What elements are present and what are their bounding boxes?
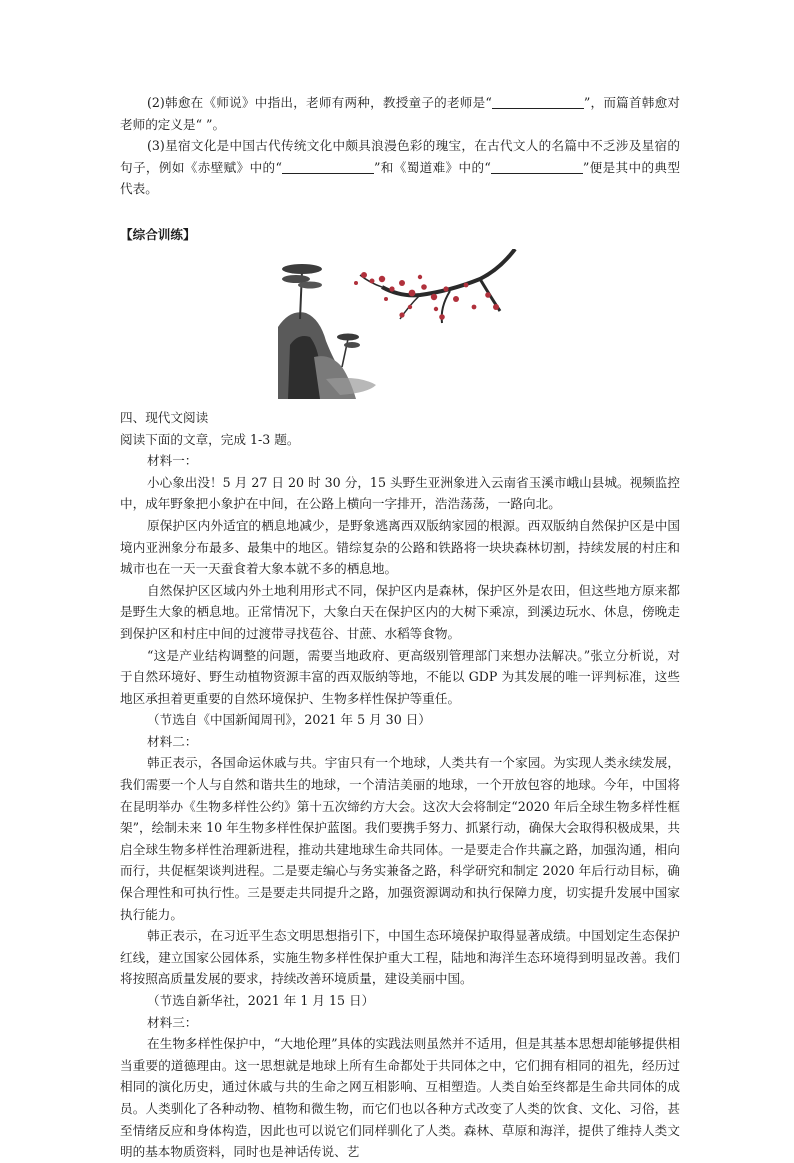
reading-instruction: 阅读下面的文章，完成 1-3 题。	[120, 431, 300, 447]
answer-blank	[492, 94, 584, 109]
material-1-paragraph-2: 原保护区内外适宜的栖息地减少，是野象逃离西双版纳家园的根源。西双版纳自然保护区是中国境内亚洲象分布最多、最集中的地区。错综复杂的公路和铁路将一块块森林切割，持续发展的村庄和城市也在一天一天蚕食着大象本就不多的栖息地。	[120, 517, 680, 577]
section-heading: 【综合训练】	[120, 226, 196, 242]
plum-blossom-branch-icon	[354, 249, 515, 323]
question-3: (3)星宿文化是中国古代传统文化中颇具浪漫色彩的瑰宝，在古代文人的名篇中不乏涉及星宿的句子，例如《赤壁赋》中的“ ”和《蜀道难》中的“ ”便是其中的典型代表。	[120, 138, 680, 197]
material-2-paragraph-2: 韩正表示，在习近平生态文明思想指引下，中国生态环境保护取得显著成绩。中国划定生态保护红线，建立国家公园体系，实施生物多样性保护重大工程，陆地和海洋生态环境得到明显改善。我们将按照高质量发展的要求，持续改善环境质量，建设美丽中国。	[120, 928, 680, 987]
material-2-paragraph-1: 韩正表示，各国命运休戚与共。宇宙只有一个地球，人类共有一个家园。为实现人类永续发展，我们需要一个人与自然和谐共生的地球，一个清洁美丽的地球，一个开放包容的地球。今年，中国将在昆明举办《生物多样性公约》第十五次缔约方大会。这次大会将制定“2020 年后全球生物多样性框架”，绘制未来 10 年生物多样性保护蓝图。我们要携手努力、抓紧行动，确保大会取得积极成果，共启全球生物多样性治理新进程，推动共建地球生命共同体。一是要走合作共赢之路，加强沟通，相向而行，共促框架谈判进程。二是要走编心与务实兼备之路，科学研究和制定 2020 年后行动目标，确保合理性和可执行性。三是要走共同提升之路，加强资源调动和执行保障力度，切实提升发展中国家执行能力。	[120, 755, 680, 922]
material-1-paragraph-1: 小心象出没！5 月 27 日 20 时 30 分，15 头野生亚洲象进入云南省玉溪市峨山县城。视频监控中，成年野象把小象护在中间，在公路上横向一字排开，浩浩荡荡，一路向北。	[120, 474, 680, 512]
ink-painting-illustration	[120, 249, 680, 399]
ink-landscape-and-plum-blossom-image	[120, 249, 680, 399]
answer-blank	[282, 159, 374, 174]
document-page	[120, 92, 680, 1163]
material-1-label: 材料一：	[147, 453, 198, 469]
material-2-label: 材料二：	[147, 733, 198, 749]
material-2-source: （节选自新华社，2021 年 1 月 15 日）	[147, 993, 375, 1008]
material-1-paragraph-3: 自然保护区区域内外土地利用形式不同，保护区内是森林，保护区外是农田，但这些地方原来都是野生大象的栖息地。正常情况下，大象白天在保护区内的大树下乘凉，到溪边玩水、休息，傍晚走到保护区和村庄中间的过渡带寻找苞谷、甘蔗、水稻等食物。	[120, 582, 680, 641]
material-3-paragraph-1: 在生物多样性保护中，“大地伦理”具体的实践法则虽然并不适用，但是其基本思想却能够提供相当重要的道德理由。这一思想就是地球上所有生命都处于共同体之中，它们拥有相同的祖先，经历过相同的演化历史，通过休戚与共的生命之网互相影响、互相塑造。人类自始至终都是生命共同体的成员。人类驯化了各种动物、植物和微生物，而它们也以各种方式改变了人类的饮食、文化、习俗，甚至情绪反应和身体构造，因此也可以说它们同样驯化了人类。森林、草原和海洋，提供了维持人类文明的基本物质资料，同时也是神话传说、艺	[120, 1036, 680, 1160]
part-title: 四、现代文阅读	[120, 409, 209, 425]
answer-blank	[491, 159, 583, 174]
material-1-source: （节选自《中国新闻周刊》，2021 年 5 月 30 日）	[147, 712, 431, 728]
ink-landscape-icon	[278, 264, 376, 399]
material-1-paragraph-4: “这是产业结构调整的问题，需要当地政府、更高级别管理部门来想办法解决。”张立分析说，对于自然环境好、野生动植物资源丰富的西双版纳等地，不能以 GDP 为其发展的唯一评判标准，这些地区承担着更重要的自然环境保护、生物多样性保护等重任。	[120, 647, 680, 706]
question-2: (2)韩愈在《师说》中指出，老师有两种，教授童子的老师是“ ”，而篇首韩愈对老师的定义是“ ”。	[120, 95, 680, 132]
material-3-label: 材料三：	[147, 1014, 198, 1030]
